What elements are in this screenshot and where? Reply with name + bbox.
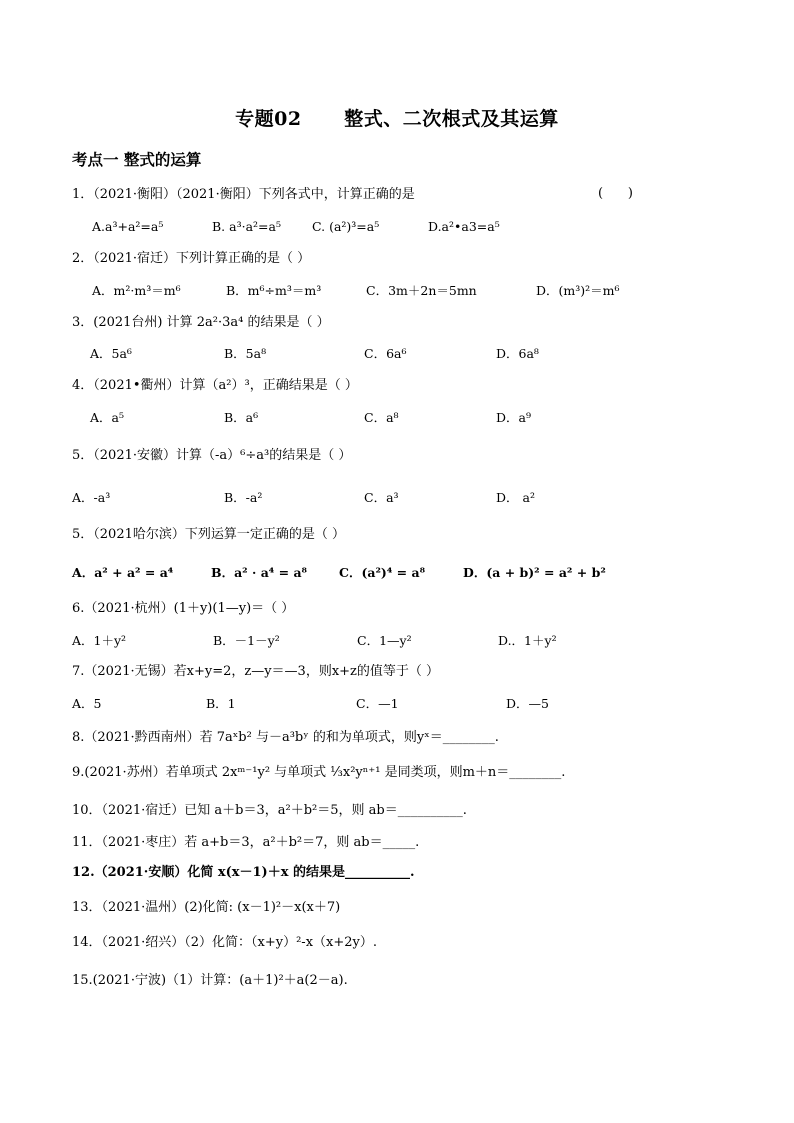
question-1: 1．（2021·衡阳）（2021·衡阳）下列各式中，计算正确的是 — [72, 187, 415, 202]
option-a: A．a⁵ — [90, 410, 124, 425]
option-a: A．-a³ — [72, 490, 111, 505]
question-14: 14．（2021·绍兴）（2）化简：（x+y）²-x（x+2y）. — [72, 935, 378, 950]
question-15: 15.(2021·宁波)（1）计算：(a＋1)²＋a(2－a). — [72, 973, 348, 988]
options-row — [0, 489, 794, 507]
option-b: B．-a² — [224, 490, 263, 505]
option-d: D．a⁹ — [496, 410, 531, 425]
options-row — [0, 564, 794, 582]
question-11: 11．（2021·枣庄）若 a+b＝3，a²＋b²＝7，则 ab＝_____. — [72, 835, 420, 850]
option-c: C．a⁸ — [364, 410, 399, 425]
question-4: 4．（2021•衢州）计算（a²）³，正确结果是（ ） — [72, 378, 358, 393]
option-c: C. (a²)³=a⁵ — [312, 219, 380, 234]
options-row — [0, 282, 794, 300]
option-a: A．5 — [72, 696, 102, 711]
option-c: C．1—y² — [357, 633, 412, 648]
section-heading: 考点一 整式的运算 — [72, 150, 202, 169]
option-a: A.a³+a²=a⁵ — [92, 219, 164, 234]
option-b: B．a⁶ — [224, 410, 259, 425]
question-13: 13．（2021·温州）(2)化简: (x－1)²－x(x＋7) — [72, 900, 341, 915]
page-title: 专题02 整式、二次根式及其运算 — [235, 108, 559, 130]
option-d: D．—5 — [506, 696, 549, 711]
question-6: 6.（2021·杭州）(1＋y)(1—y)＝（ ） — [72, 601, 295, 616]
option-b: B．1 — [206, 696, 236, 711]
options-row — [0, 409, 794, 427]
question-12: 12.（2021·安顺）化简 x(x－1)＋x 的结果是__________. — [72, 865, 415, 880]
option-a: A．m²·m³＝m⁶ — [92, 283, 181, 298]
option-b: B．5a⁸ — [224, 346, 267, 361]
question-8: 8.（2021·黔西南州）若 7aˣb² 与－a³bʸ 的和为单项式，则yˣ＝________. — [72, 730, 499, 745]
question-3: 3．(2021台州) 计算 2a²·3a⁴ 的结果是（ ） — [72, 315, 330, 330]
option-c: C．a³ — [364, 490, 399, 505]
option-d: D.a²•a3=a⁵ — [428, 219, 500, 234]
option-b: B．m⁶÷m³＝m³ — [226, 283, 322, 298]
options-row — [0, 218, 794, 236]
options-row — [0, 695, 794, 713]
options-row — [0, 345, 794, 363]
question-5: 5．（2021·安徽）计算（-a）⁶÷a³的结果是（ ） — [72, 448, 352, 463]
options-row — [0, 632, 794, 650]
option-c: C．6a⁶ — [364, 346, 407, 361]
question-2: 2．（2021·宿迁）下列计算正确的是（ ） — [72, 251, 311, 266]
option-a: A．5a⁶ — [90, 346, 132, 361]
answer-bracket: ( ) — [598, 186, 633, 201]
option-b: B．a² · a⁴ = a⁸ — [211, 565, 308, 580]
option-d: D．(m³)²＝m⁶ — [536, 283, 620, 298]
option-a: A．1＋y² — [72, 633, 127, 648]
option-d: D.．1＋y² — [498, 633, 557, 648]
option-c: C．—1 — [356, 696, 399, 711]
option-b: B．－1－y² — [213, 633, 280, 648]
option-d: D．(a + b)² = a² + b² — [463, 565, 606, 580]
question-5b: 5．（2021哈尔滨）下列运算一定正确的是（ ） — [72, 527, 345, 542]
option-a: A．a² + a² = a⁴ — [72, 565, 174, 580]
question-9: 9.(2021·苏州）若单项式 2xᵐ⁻¹y² 与单项式 ⅓x²yⁿ⁺¹ 是同类项，则m＋n＝________. — [72, 765, 566, 780]
option-d: D． a² — [496, 490, 535, 505]
option-c: C．3m＋2n＝5mn — [366, 283, 477, 298]
question-10: 10．（2021·宿迁）已知 a＋b＝3，a²＋b²＝5，则 ab＝__________. — [72, 803, 467, 818]
question-7: 7.（2021·无锡）若x+y=2，z—y＝—3，则x+z的值等于（ ） — [72, 664, 440, 679]
option-d: D．6a⁸ — [496, 346, 539, 361]
option-c: C．(a²)⁴ = a⁸ — [339, 565, 426, 580]
option-b: B. a³·a²=a⁵ — [212, 219, 281, 234]
